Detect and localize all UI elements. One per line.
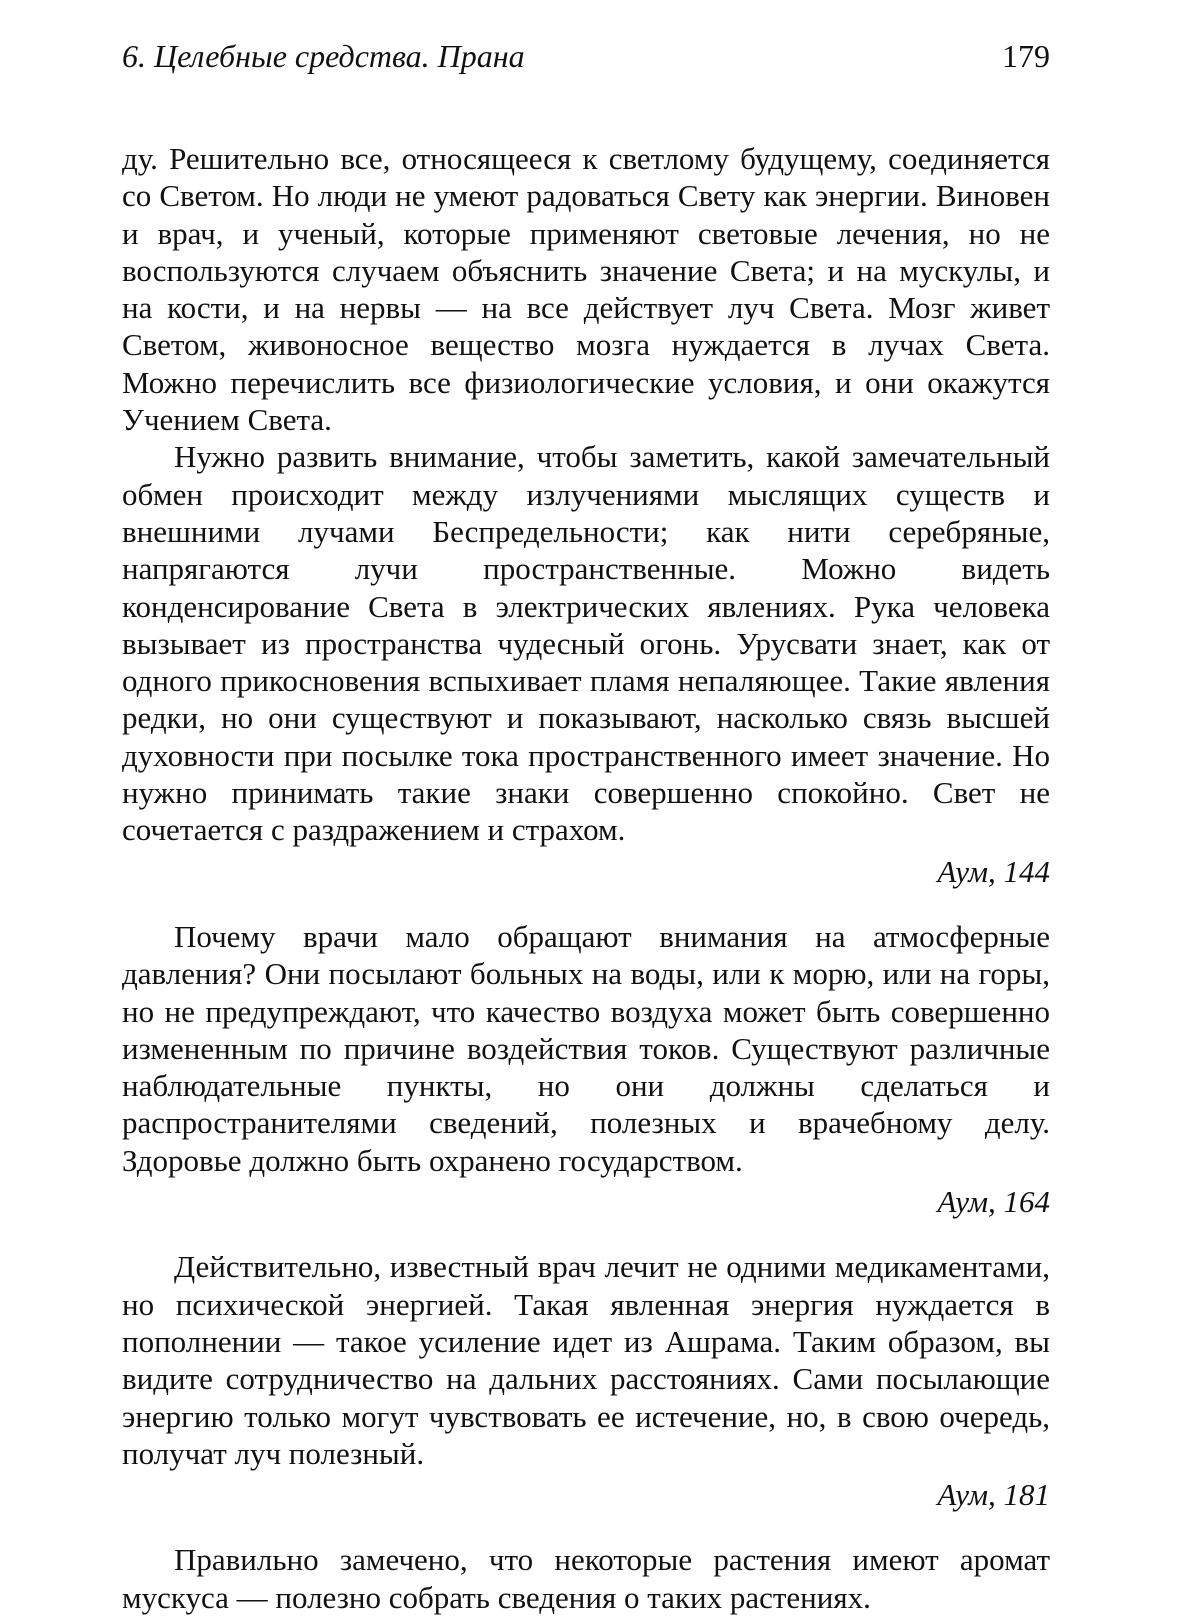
chapter-title: 6. Целебные средства. Прана	[122, 38, 525, 74]
book-page	[122, 30, 1050, 1616]
source-reference: Аум, 181	[937, 1477, 1050, 1513]
paragraph: Правильно замечено, что некоторые растения имеют аромат мускуса — полезно собрать сведения о таких растениях.	[122, 1542, 1050, 1615]
source-reference: Аум, 164	[937, 1184, 1050, 1220]
page-number: 179	[1002, 38, 1050, 74]
source-reference: Аум, 144	[937, 853, 1050, 889]
paragraph: ду. Решительно все, относящееся к светлому будущему, соединяется со Светом. Но люди не умеют радоваться Свету как энергии. Виновен и врач, и ученый, которые применяют световые лечения, но не воспользуются случаем объяснить значение Света; и на мускулы, и на кости, и на нервы — на все действует луч Света. Мозг живет Светом, живоносное вещество мозга нуждается в лучах Света. Можно перечислить все физиологические условия, и они окажутся Учением Света.	[122, 141, 1050, 438]
paragraph: Почему врачи мало обращают внимания на атмосферные давления? Они посылают больных на воды, или к морю, или на горы, но не предупреждают, что качество воздуха может быть совершенно измененным по причине воздействия токов. Существуют различные наблюдательные пункты, но они должны сделаться и распространителями сведений, полезных и врачебному делу. Здоровье должно быть охранено государством.	[122, 918, 1050, 1178]
body-text	[122, 140, 1050, 1616]
section-aum-144	[122, 140, 1050, 890]
paragraph: Действительно, известный врач лечит не одними медикаментами, но психической энергией. Такая явленная энергия нуждается в пополнении — такое усиление идет из Ашрама. Таким образом, вы видите сотрудничество на дальних расстояниях. Сами посылающие энергию только могут чувствовать ее истечение, но, в свою очередь, получат луч полезный.	[122, 1249, 1050, 1471]
section-aum-164	[122, 918, 1050, 1220]
section-continued	[122, 1541, 1050, 1616]
paragraph: Нужно развить внимание, чтобы заметить, какой замечательный обмен происходит между излучениями мыслящих существ и внешними лучами Беспредельности; как нити серебряные, напрягаются лучи пространственные. Можно видеть конденсирование Света в электрических явлениях. Рука человека вызывает из пространства чудесный огонь. Урусвати знает, как от одного прикосновения вспыхивает пламя непаляющее. Такие явления редки, но они существуют и показывают, насколько связь высшей духовности при посылке тока пространственного имеет значение. Но нужно принимать такие знаки совершенно спокойно. Свет не сочетается с раздражением и страхом.	[122, 439, 1050, 848]
section-aum-181	[122, 1248, 1050, 1513]
running-header	[122, 30, 1050, 82]
